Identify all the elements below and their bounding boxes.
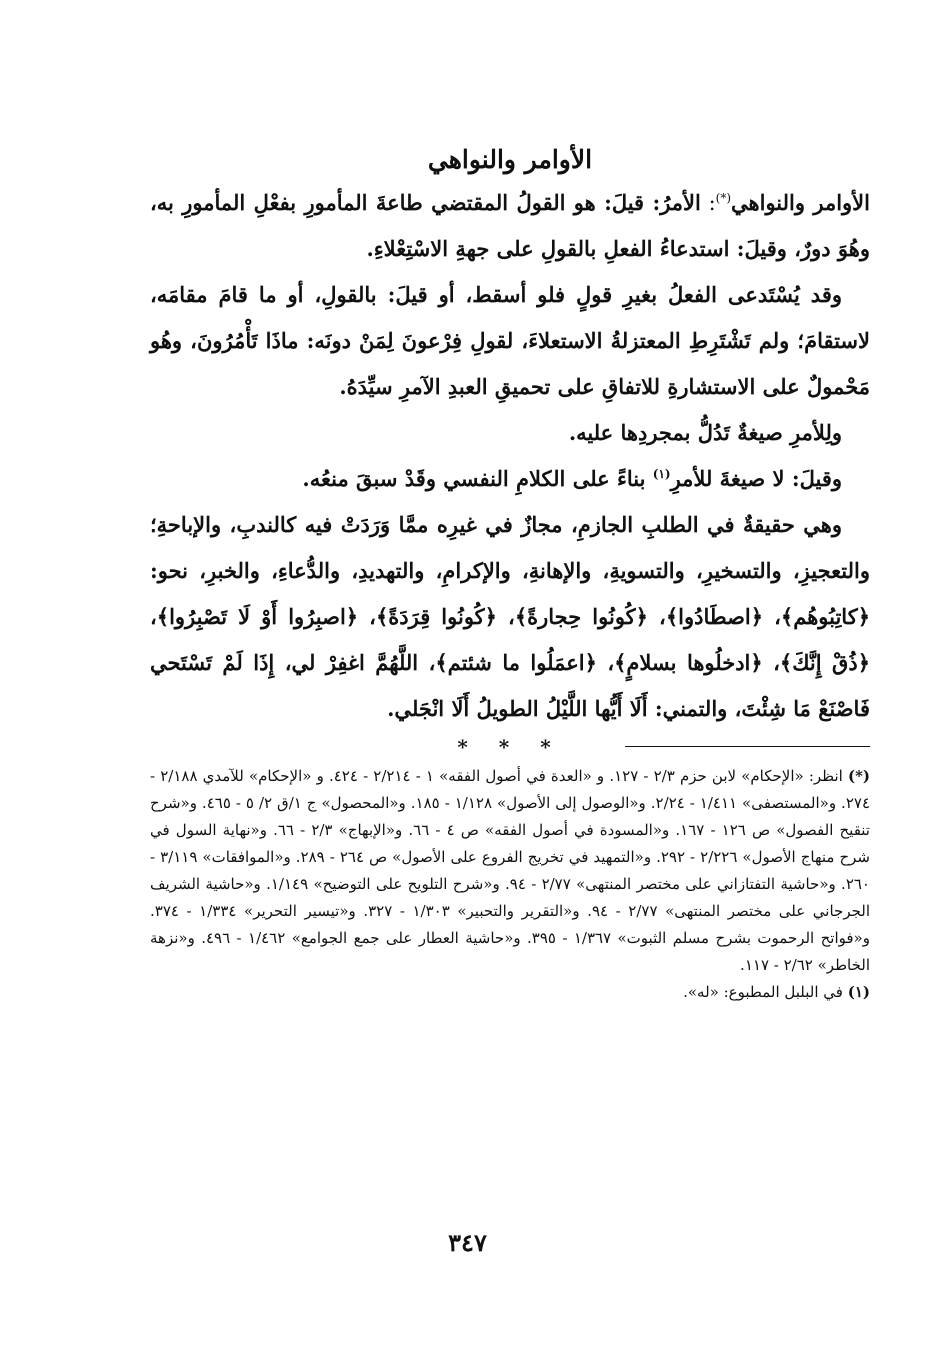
footnote-star-text: انظر: «الإحكام» لابن حزم ٢/٣ - ١٢٧. و «العدة في أصول الفقه» ١ - ٢/٢١٤ - ٤٢٤. و «الإحكام» للآمدي ٢/١٨٨ - ٢٧٤. و«المستصفى» ١/٤١١ - ٢/٢٤. و«الوصول إلى الأصول» ١/١٢٨ - ١٨٥. و«المحصول» ج ١/ق ٢/ ٥ - ٤٦٥. و«شرح تنقيح الفصول» ص ١٢٦ - ١٦٧. و«المسودة في أصول الفقه» ص ٤ - ٦٦. و«الإبهاج» ٢/٣ - ٦٦. و«نهاية السول في شرح منهاج الأصول» ٢/٢٢٦ - ٢٩٢. و«التمهيد في تخريج الفروع على الأصول» ص ٢٦٤ - ٢٨٩. و«الموافقات» ٣/١١٩ - ٢٦٠. و«حاشية التفتازاني على مختصر المنتهى» ٢/٧٧ - ٩٤. و«شرح التلويح على التوضيح» ١/١٤٩. و«حاشية الشريف الجرجاني على مختصر المنتهى» ٢/٧٧ - ٩٤. و«التقرير والتحبير» ١/٣٠٣ - ٣٢٧. و«تيسير التحرير» ١/٣٣٤ - ٣٧٤. و«فواتح الرحموت بشرح مسلم الثبوت» ١/٣٦٧ - ٣٩٥. و«حاشية العطار على جمع الجوامع» ١/٤٦٢ - ٤٩٦. و«نزهة الخاطر» ٢/٦٢ - ١١٧. xyxy=(150,767,871,974)
chapter-title: الأوامر والنواهي xyxy=(427,145,593,174)
heading-separator: : xyxy=(700,191,716,215)
footnote-one-mark: (١) xyxy=(847,983,870,1001)
footnote-star xyxy=(150,763,870,979)
section-heading: الأوامر والنواهي xyxy=(731,190,870,215)
footnote-star-mark: (*) xyxy=(847,767,871,785)
paragraph-definition xyxy=(150,180,870,272)
paragraph-sigha: ولِلأمرِ صيغةٌ تَدُلُّ بمجردِها عليه. xyxy=(568,420,842,445)
paragraph-istidaa: وقد يُسْتَدعى الفعلُ بغيرِ قولٍ فلو أسقط، أو قيلَ: بالقولِ، أو ما قامَ مقامَه، لاستقامَ؛ ولم تَشْتَرِطِ المعتزلةُ الاستعلاءَ، لقولِ فِرْعونَ لِمَنْ دونَه: ماذَا تَأْمُرُونَ، وهُو مَحْمولٌ على الاستشارةِ للاتفاقِ على تحميقِ العبدِ الآمرِ سيِّدَهُ. xyxy=(150,282,870,399)
footnote-divider xyxy=(625,746,870,747)
footnote-one xyxy=(150,979,870,1006)
section-separator-stars: * * * xyxy=(457,735,563,759)
footnotes xyxy=(150,763,870,1006)
term-amr: الأمرُ xyxy=(660,190,701,215)
footnote-one-text: في البلبل المطبوع: «له». xyxy=(683,983,843,1001)
page-number: ٣٤٧ xyxy=(448,1228,487,1257)
definition-text: : قيلَ: هو القولُ المقتضي طاعةَ المأمورِ بفعْلِ المأمورِ به، وهُوَ دورٌ، وقيلَ: استدعاءُ الفعلِ بالقولِ على جهةِ الاسْتِعْلاءِ. xyxy=(150,190,870,261)
page-content xyxy=(150,140,870,1006)
no-sigha-after: بناءً على الكلامِ النفسي وقَدْ سبقَ منعُه. xyxy=(302,466,653,491)
no-sigha-before: وقيلَ: لا صيغةَ للأمرِ xyxy=(670,466,842,491)
paragraph-no-sigha xyxy=(150,456,870,502)
paragraph-haqiqa: وهي حقيقةٌ في الطلبِ الجازمِ، مجازٌ في غيرِه ممَّا وَرَدَتْ فيه كالندبِ، والإباحةِ؛ والتعجيزِ، والتسخيرِ، والتسويةِ، والإهانةِ، والإكرامِ، والتهديدِ، والدُّعاءِ، والخبرِ، نحو: ﴿كاتِبُوهُم﴾، ﴿اصطَادُوا﴾، ﴿كُونُوا حِجارةً﴾، ﴿كُونُوا قِرَدَةً﴾، ﴿اصبِرُوا أَوْ لَا تَصْبِرُوا﴾، ﴿ذُقْ إِنَّكَ﴾، ﴿ادخلُوها بسلامٍ﴾، ﴿اعمَلُوا ما شئتم﴾، اللَّهُمَّ اغفِرْ لي، إِذَا لَمْ تَسْتَحي فَاصْنَعْ مَا شِئْتَ، والتمني: أَلَا أَيُّها اللَّيْلُ الطويلُ أَلَا انْجَلي. xyxy=(150,512,870,721)
footnote-marker-one: (١) xyxy=(652,467,671,481)
footnote-marker-star: (*) xyxy=(715,191,732,205)
